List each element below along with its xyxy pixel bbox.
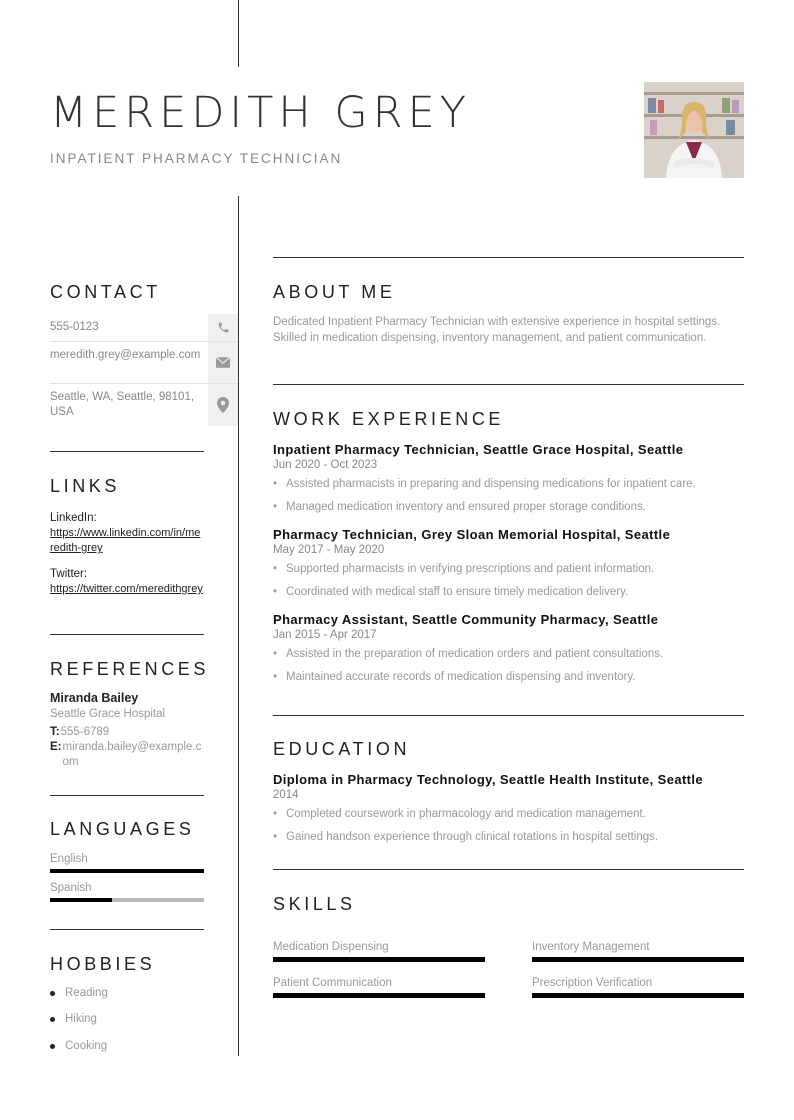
- job-entry: [273, 527, 744, 600]
- language-level-bar: [50, 869, 204, 873]
- skill-item: [532, 977, 744, 998]
- language-name: Spanish: [50, 882, 92, 894]
- bullet-text: Completed coursework in pharmacology and medication management.: [286, 808, 646, 820]
- contact-address-row: [50, 384, 238, 426]
- bullet-text: Assisted in the preparation of medication orders and patient consultations.: [286, 648, 664, 660]
- job-dates: Jan 2015 - Apr 2017: [273, 629, 377, 641]
- experience-section: [273, 409, 744, 685]
- skill-item: [273, 941, 485, 962]
- profile-photo: [644, 82, 744, 178]
- job-bullet: • Assisted pharmacists in preparing and dispensing medications for inpatient care.: [273, 478, 696, 490]
- hobby-item: [50, 987, 108, 999]
- twitter-link[interactable]: https://twitter.com/meredithgrey: [50, 583, 203, 595]
- reference-org: Seattle Grace Hospital: [50, 708, 166, 720]
- skills-section: [273, 894, 744, 915]
- job-bullet: • Maintained accurate records of medication dispensing and inventory.: [273, 671, 636, 683]
- skill-item: [532, 941, 744, 962]
- job-bullet: • Assisted in the preparation of medication orders and patient consultations.: [273, 648, 664, 660]
- bullet-dot: [50, 1044, 55, 1049]
- divider: [273, 869, 744, 870]
- reference-phone-label: T:: [50, 726, 60, 738]
- language-level-fill: [50, 898, 112, 902]
- job-title: Pharmacy Assistant, Seattle Community Pharmacy, Seattle: [273, 612, 659, 627]
- job-title: Inpatient Pharmacy Technician, Seattle Grace Hospital, Seattle: [273, 442, 684, 457]
- link-label: LinkedIn:: [50, 512, 97, 524]
- job-entry: [273, 442, 744, 515]
- main-vertical-divider: [238, 196, 239, 1056]
- hobby-name: Hiking: [65, 1013, 97, 1025]
- bullet-dot: [50, 991, 55, 996]
- contact-email-row: [50, 342, 238, 384]
- bullet-text: Assisted pharmacists in preparing and dispensing medications for inpatient care.: [286, 478, 696, 490]
- skill-name: Patient Communication: [273, 977, 392, 989]
- reference-email-label: E:: [50, 741, 62, 753]
- divider: [50, 451, 204, 452]
- divider: [273, 257, 744, 258]
- envelope-icon: [208, 342, 238, 383]
- hobby-item: [50, 1013, 97, 1025]
- links-heading: LINKS: [50, 476, 121, 496]
- education-heading: EDUCATION: [273, 739, 411, 759]
- job-dates: May 2017 - May 2020: [273, 544, 385, 556]
- contact-heading: CONTACT: [50, 282, 161, 302]
- bullet-text: Gained handson experience through clinical rotations in hospital settings.: [286, 831, 659, 843]
- reference-phone: 555-6789: [60, 726, 110, 738]
- link-twitter: [50, 568, 204, 597]
- education-entry: [273, 772, 744, 845]
- language-name: English: [50, 853, 88, 865]
- about-text: Dedicated Inpatient Pharmacy Technician with extensive experience in hospital settings. Skilled in medication dispensing, inventory management, and patient communication.: [273, 316, 721, 344]
- bullet-text: Coordinated with medical staff to ensure timely medication delivery.: [286, 586, 629, 598]
- degree-title: Diploma in Pharmacy Technology, Seattle Health Institute, Seattle: [273, 772, 704, 787]
- contact-email: meredith.grey@example.com: [50, 349, 201, 361]
- about-heading: ABOUT ME: [273, 282, 396, 302]
- hobbies-heading: HOBBIES: [50, 954, 156, 974]
- skill-bar: [273, 993, 485, 998]
- job-bullet: • Supported pharmacists in verifying prescriptions and patient information.: [273, 563, 655, 575]
- language-item: [50, 882, 204, 902]
- skills-heading: SKILLS: [273, 894, 356, 914]
- reference-name: Miranda Bailey: [50, 691, 139, 705]
- hobby-name: Reading: [65, 987, 108, 999]
- reference-email: miranda.bailey@example.com: [62, 741, 202, 768]
- education-section: [273, 739, 744, 845]
- bullet-dot: [50, 1017, 55, 1022]
- top-vertical-divider: [238, 0, 239, 67]
- link-label: Twitter:: [50, 568, 88, 580]
- job-bullet: • Managed medication inventory and ensured proper storage conditions.: [273, 501, 646, 513]
- job-entry: [273, 612, 744, 685]
- hobby-item: [50, 1040, 107, 1052]
- experience-heading: WORK EXPERIENCE: [273, 409, 505, 429]
- references-heading: REFERENCES: [50, 659, 210, 679]
- link-linkedin: [50, 512, 204, 556]
- candidate-name: MEREDITH GREY: [50, 88, 472, 138]
- degree-year: 2014: [273, 789, 299, 801]
- skill-item: [273, 977, 485, 998]
- bullet-text: Managed medication inventory and ensured proper storage conditions.: [286, 501, 646, 513]
- education-bullet: • Completed coursework in pharmacology and medication management.: [273, 808, 646, 820]
- skill-name: Medication Dispensing: [273, 941, 389, 953]
- education-bullet: • Gained handson experience through clinical rotations in hospital settings.: [273, 831, 659, 843]
- divider: [50, 929, 204, 930]
- language-level-fill: [50, 869, 204, 873]
- map-pin-icon: [208, 384, 238, 426]
- job-dates: Jun 2020 - Oct 2023: [273, 459, 378, 471]
- contact-phone: 555-0123: [50, 321, 99, 333]
- bullet-text: Supported pharmacists in verifying prescriptions and patient information.: [286, 563, 655, 575]
- hobby-name: Cooking: [65, 1040, 108, 1052]
- linkedin-link[interactable]: https://www.linkedin.com/in/meredith-grey: [50, 527, 201, 554]
- contact-address: Seattle, WA, Seattle, 98101, USA: [50, 391, 195, 418]
- skill-name: Prescription Verification: [532, 977, 653, 989]
- reference-phone-line: [50, 725, 204, 740]
- divider: [50, 795, 204, 796]
- job-bullet: • Coordinated with medical staff to ensure timely medication delivery.: [273, 586, 629, 598]
- candidate-title: INPATIENT PHARMACY TECHNICIAN: [50, 151, 343, 166]
- phone-icon: [208, 314, 238, 341]
- skill-bar: [532, 957, 744, 962]
- job-title: Pharmacy Technician, Grey Sloan Memorial Hospital, Seattle: [273, 527, 671, 542]
- skill-bar: [273, 957, 485, 962]
- divider: [273, 715, 744, 716]
- about-section: [273, 282, 744, 346]
- divider: [273, 384, 744, 385]
- bullet-text: Maintained accurate records of medication dispensing and inventory.: [286, 671, 636, 683]
- divider: [50, 634, 204, 635]
- skill-name: Inventory Management: [532, 941, 650, 953]
- language-level-bar: [50, 898, 204, 902]
- skill-bar: [532, 993, 744, 998]
- languages-heading: LANGUAGES: [50, 819, 195, 839]
- contact-phone-row: [50, 314, 238, 342]
- reference-email-line: [50, 740, 204, 770]
- language-item: [50, 853, 204, 873]
